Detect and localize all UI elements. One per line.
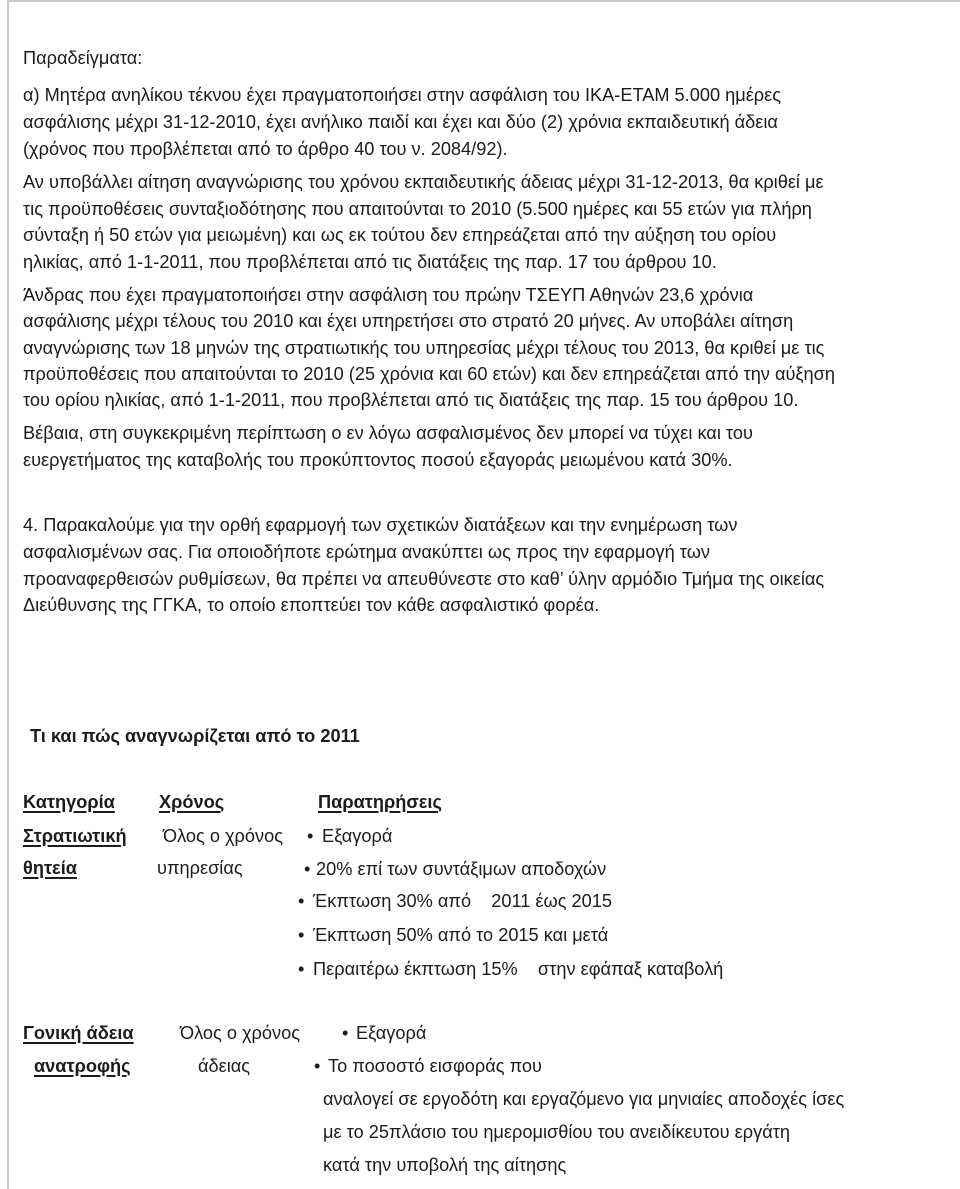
- bullet-icon: •: [298, 891, 305, 911]
- page-border-top: [7, 0, 960, 2]
- para-4-line: Διεύθυνσης της ΓΓΚΑ, το οποίο εποπτεύει τον κάθε ασφαλιστικό φορέα.: [23, 595, 600, 615]
- time-parental: Όλος ο χρόνος: [180, 1023, 300, 1043]
- para-c-line: Άνδρας που έχει πραγματοποιήσει στην ασφάλιση του πρώην ΤΣΕΥΠ Αθηνών 23,6 χρόνια: [23, 285, 754, 305]
- bullet-icon: •: [304, 859, 311, 879]
- time-military-line2: υπηρεσίας: [157, 858, 243, 878]
- para-b-line: ηλικίας, από 1-1-2011, που προβλέπεται από τις διατάξεις της παρ. 17 του άρθρου 10.: [23, 252, 717, 272]
- time-military: Όλος ο χρόνος: [163, 826, 283, 846]
- note-military-item: Περαιτέρω έκπτωση 15% στην εφάπαξ καταβολή: [313, 959, 724, 979]
- note-parental-continuation: αναλογεί σε εργοδότη και εργαζόμενο για μηνιαίες αποδοχές ίσες: [323, 1089, 845, 1109]
- page-border-left: [7, 0, 9, 1189]
- note-parental-item: Το ποσοστό εισφοράς που: [328, 1056, 542, 1076]
- para-d-line: ευεργετήματος της καταβολής του προκύπτοντος ποσού εξαγοράς μειωμένου κατά 30%.: [23, 450, 733, 470]
- note-military-item: Έκπτωση 30% από 2011 έως 2015: [313, 891, 613, 911]
- para-c-line: αναγνώρισης των 18 μηνών της στρατιωτικής του υπηρεσίας μέχρι τέλους του 2013, θα κριθεί με τις: [23, 338, 825, 358]
- para-a-line: (χρόνος που προβλέπεται από το άρθρο 40 του ν. 2084/92).: [23, 139, 508, 159]
- para-b-line: τις προϋποθέσεις συνταξιοδότησης που απαιτούνται το 2010 (5.500 ημέρες και 55 ετών για πλήρη: [23, 199, 812, 219]
- para-c-line: του ορίου ηλικίας, από 1-1-2011, που προβλέπεται από τις διατάξεις της παρ. 15 του άρθρου 10.: [23, 390, 799, 410]
- note-parental-item: Εξαγορά: [356, 1023, 427, 1043]
- bullet-icon: •: [342, 1023, 349, 1043]
- table-header-time-label: Χρόνος: [159, 792, 225, 812]
- bullet-icon: •: [298, 959, 305, 979]
- table-header-category: Κατηγορία: [23, 792, 115, 812]
- para-4-line: προαναφερθεισών ρυθμίσεων, θα πρέπει να απευθύνεστε στο καθ’ ύλην αρμόδιο Τμήμα της οικείας: [23, 569, 825, 589]
- section-title: Τι και πώς αναγνωρίζεται από το 2011: [30, 726, 360, 746]
- para-a-line: α) Μητέρα ανηλίκου τέκνου έχει πραγματοποιήσει στην ασφάλιση του ΙΚΑ-ΕΤΑΜ 5.000 ημέρες: [23, 85, 782, 105]
- note-military-item: Εξαγορά: [322, 826, 393, 846]
- para-d-line: Βέβαια, στη συγκεκριμένη περίπτωση ο εν λόγω ασφαλισμένος δεν μπορεί να τύχει και του: [23, 423, 753, 443]
- category-parental: Γονική άδεια: [23, 1023, 134, 1043]
- para-b-line: Αν υποβάλλει αίτηση αναγνώρισης του χρόνου εκπαιδευτικής άδειας μέχρι 31-12-2013, θα κριθεί με: [23, 172, 824, 192]
- bullet-icon: •: [307, 826, 314, 846]
- para-c-line: προϋποθέσεις που απαιτούνται το 2010 (25 χρόνια και 60 ετών) και δεν επηρεάζεται από την αύξηση: [23, 364, 836, 384]
- para-a-line: ασφάλισης μέχρι 31-12-2010, έχει ανήλικο παιδί και έχει και δύο (2) χρόνια εκπαιδευτική άδεια: [23, 112, 778, 132]
- bullet-icon: •: [314, 1056, 321, 1076]
- note-parental-continuation: με το 25πλάσιο του ημερομισθίου του ανειδίκευτου εργάτη: [323, 1122, 791, 1142]
- note-parental-continuation: κατά την υποβολή της αίτησης: [323, 1155, 567, 1175]
- para-4-line: ασφαλισμένων σας. Για οποιοδήποτε ερώτημα ανακύπτει ως προς την εφαρμογή των: [23, 542, 711, 562]
- para-c-line: ασφάλισης μέχρι τέλους του 2010 και έχει υπηρετήσει στο στρατό 20 μήνες. Αν υποβάλει αίτηση: [23, 311, 794, 331]
- category-parental-line2: ανατροφής: [34, 1056, 131, 1076]
- category-military: Στρατιωτική: [23, 826, 127, 846]
- para-4-line: 4. Παρακαλούμε για την ορθή εφαρμογή των σχετικών διατάξεων και την ενημέρωση των: [23, 515, 738, 535]
- category-military-line2: θητεία: [23, 858, 77, 878]
- note-military-item: Έκπτωση 50% από το 2015 και μετά: [313, 925, 609, 945]
- examples-heading: Παραδείγματα:: [23, 48, 143, 68]
- bullet-icon: •: [298, 925, 305, 945]
- table-header-notes: Παρατηρήσεις: [318, 789, 442, 815]
- note-military-item: 20% επί των συντάξιμων αποδοχών: [316, 859, 607, 879]
- time-parental-line2: άδειας: [198, 1056, 251, 1076]
- para-b-line: σύνταξη ή 50 ετών για μειωμένη) και ως εκ τούτου δεν επηρεάζεται από την αύξηση του ορίου: [23, 225, 777, 245]
